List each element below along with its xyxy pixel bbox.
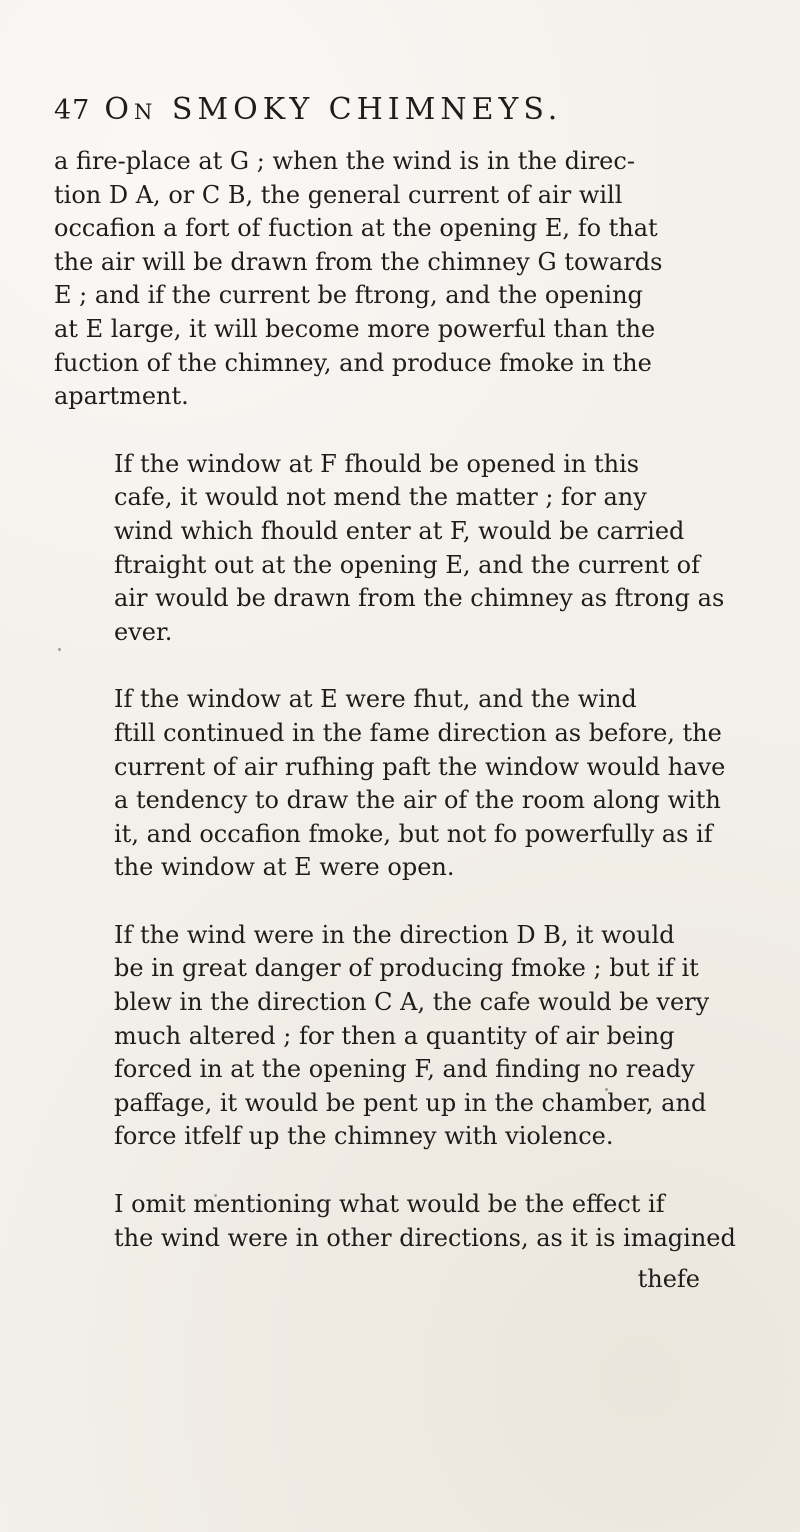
- text-line: tion D A, or C B, the general current of air will: [54, 180, 623, 209]
- text-line: If the wind were in the direction D B, it would: [114, 920, 675, 949]
- text-line: paffage, it would be pent up in the chamber, and: [114, 1088, 707, 1117]
- ink-speck: [214, 1194, 217, 1197]
- text-line: much altered ; for then a quantity of air being: [114, 1021, 675, 1050]
- text-line: the air will be drawn from the chimney G towards: [54, 247, 663, 276]
- page-number: 47: [54, 95, 91, 126]
- body-text: [54, 145, 754, 1255]
- text-line: E ; and if the current be ftrong, and the opening: [54, 281, 643, 310]
- text-line: cafe, it would not mend the matter ; for any: [114, 483, 647, 512]
- text-line: ever.: [114, 617, 173, 646]
- text-line: at E large, it will become more powerful than the: [54, 314, 656, 343]
- paragraph-4: [54, 919, 754, 1154]
- text-line: forced in at the opening F, and finding no ready: [114, 1055, 695, 1084]
- paragraph-5: [54, 1188, 754, 1255]
- text-line: ftill continued in the fame direction as before, the: [114, 718, 722, 747]
- text-line: current of air rufhing paft the window would have: [114, 752, 726, 781]
- text-line: blew in the direction C A, the cafe would be very: [114, 988, 710, 1017]
- text-line: it, and occafion fmoke, but not fo powerfully as if: [114, 819, 713, 848]
- text-line: wind which fhould enter at F, would be carried: [114, 516, 685, 545]
- paragraph-2: [54, 448, 754, 650]
- text-line: force itfelf up the chimney with violence.: [114, 1122, 614, 1151]
- text-line: fuction of the chimney, and produce fmoke in the: [54, 348, 652, 377]
- text-line: the window at E were open.: [114, 853, 455, 882]
- paragraph-1: [54, 145, 754, 414]
- ink-speck: [605, 1088, 608, 1091]
- text-line: If the window at F fhould be opened in this: [114, 449, 640, 478]
- text-line: a tendency to draw the air of the room along with: [114, 786, 721, 815]
- text-line: the wind were in other directions, as it is imagined: [114, 1223, 736, 1252]
- text-line: I omit mentioning what would be the effect if: [114, 1190, 665, 1219]
- text-line: ftraight out at the opening E, and the current of: [114, 550, 700, 579]
- text-line: If the window at E were fhut, and the wind: [114, 685, 637, 714]
- text-line: air would be drawn from the chimney as ftrong as: [114, 584, 725, 613]
- running-head: [54, 92, 754, 132]
- text-line: a fire-place at G ; when the wind is in the direc-: [54, 147, 635, 175]
- ink-speck: [58, 648, 61, 651]
- text-line: be in great danger of producing fmoke ; but if it: [114, 954, 699, 983]
- catchword: thefe: [637, 1265, 700, 1293]
- page-title: On SMOKY CHIMNEYS.: [104, 92, 563, 127]
- paragraph-3: [54, 683, 754, 885]
- text-line: apartment.: [54, 382, 189, 411]
- text-line: occafion a fort of fuction at the opening E, fo that: [54, 214, 658, 243]
